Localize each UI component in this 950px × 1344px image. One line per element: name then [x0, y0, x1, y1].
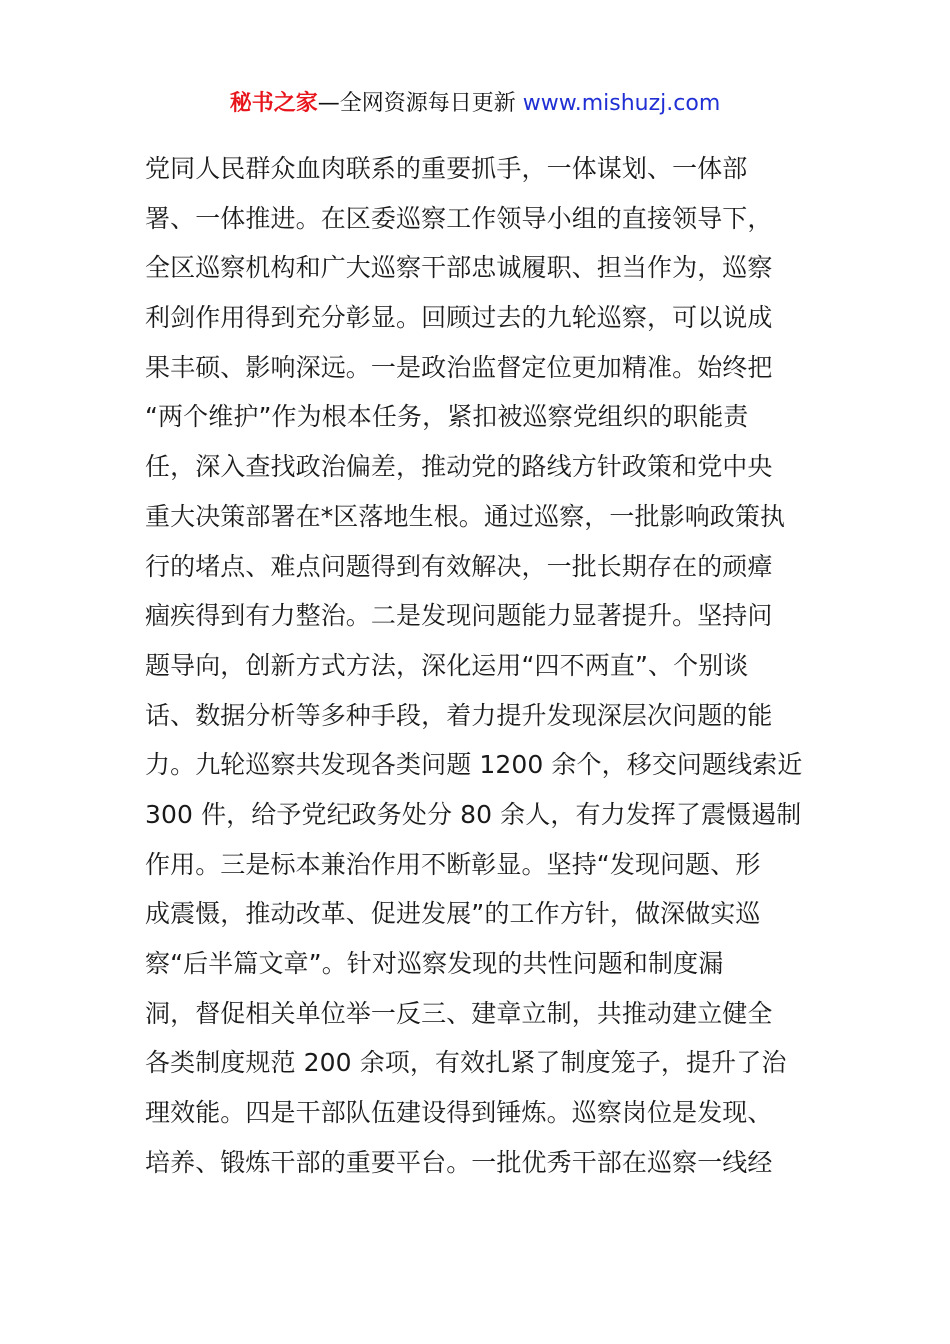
body-line: 重大决策部署在*区落地生根。通过巡察，一批影响政策执: [145, 501, 786, 531]
body-line: 利剑作用得到充分彰显。回顾过去的九轮巡察，可以说成: [145, 303, 773, 333]
body-line: 党同人民群众血肉联系的重要抓手，一体谋划、一体部: [145, 154, 748, 183]
body-line: 行的堵点、难点问题得到有效解决，一批长期存在的顽瘴: [145, 551, 773, 581]
body-line: 果丰硕、影响深远。一是政治监督定位更加精准。始终把: [145, 352, 773, 382]
site-slogan: —全网资源每日更新: [317, 91, 516, 116]
body-line: 培养、锻炼干部的重要平台。一批优秀干部在巡察一线经: [145, 1147, 773, 1177]
body-line: 各类制度规范 200 余项，有效扎紧了制度笼子，提升了治: [145, 1048, 787, 1078]
body-line: 理效能。四是干部队伍建设得到锤炼。巡察岗位是发现、: [145, 1098, 773, 1128]
body-line: 题导向，创新方式方法，深化运用“四不两直”、个别谈: [145, 650, 749, 680]
body-line: 成震慑，推动改革、促进发展”的工作方针，做深做实巡: [145, 899, 761, 929]
document-body: [145, 144, 810, 1187]
body-line: 全区巡察机构和广大巡察干部忠诚履职、担当作为，巡察: [145, 253, 773, 283]
body-line: 痼疾得到有力整治。二是发现问题能力显著提升。坚持问: [145, 601, 773, 631]
body-line: 任，深入查找政治偏差，推动党的路线方针政策和党中央: [145, 452, 773, 482]
body-line: “两个维护”作为根本任务，紧扣被巡察党组织的职能责: [145, 402, 749, 432]
body-line: 力。九轮巡察共发现各类问题 1200 余个，移交问题线索近: [145, 750, 803, 780]
body-line: 300 件，给予党纪政务处分 80 余人，有力发挥了震慑遏制: [145, 799, 802, 829]
site-brand: 秘书之家: [229, 91, 318, 116]
site-url-link[interactable]: www.mishuzj.com: [522, 91, 721, 116]
body-line: 察“后半篇文章”。针对巡察发现的共性问题和制度漏: [145, 949, 724, 978]
body-line: 洞，督促相关单位举一反三、建章立制，共推动建立健全: [145, 998, 773, 1028]
body-line: 署、一体推进。在区委巡察工作领导小组的直接领导下，: [145, 203, 773, 233]
body-line: 作用。三是标本兼治作用不断彰显。坚持“发现问题、形: [145, 849, 761, 879]
body-line: 话、数据分析等多种手段，着力提升发现深层次问题的能: [145, 700, 773, 730]
page-header: [0, 88, 950, 120]
